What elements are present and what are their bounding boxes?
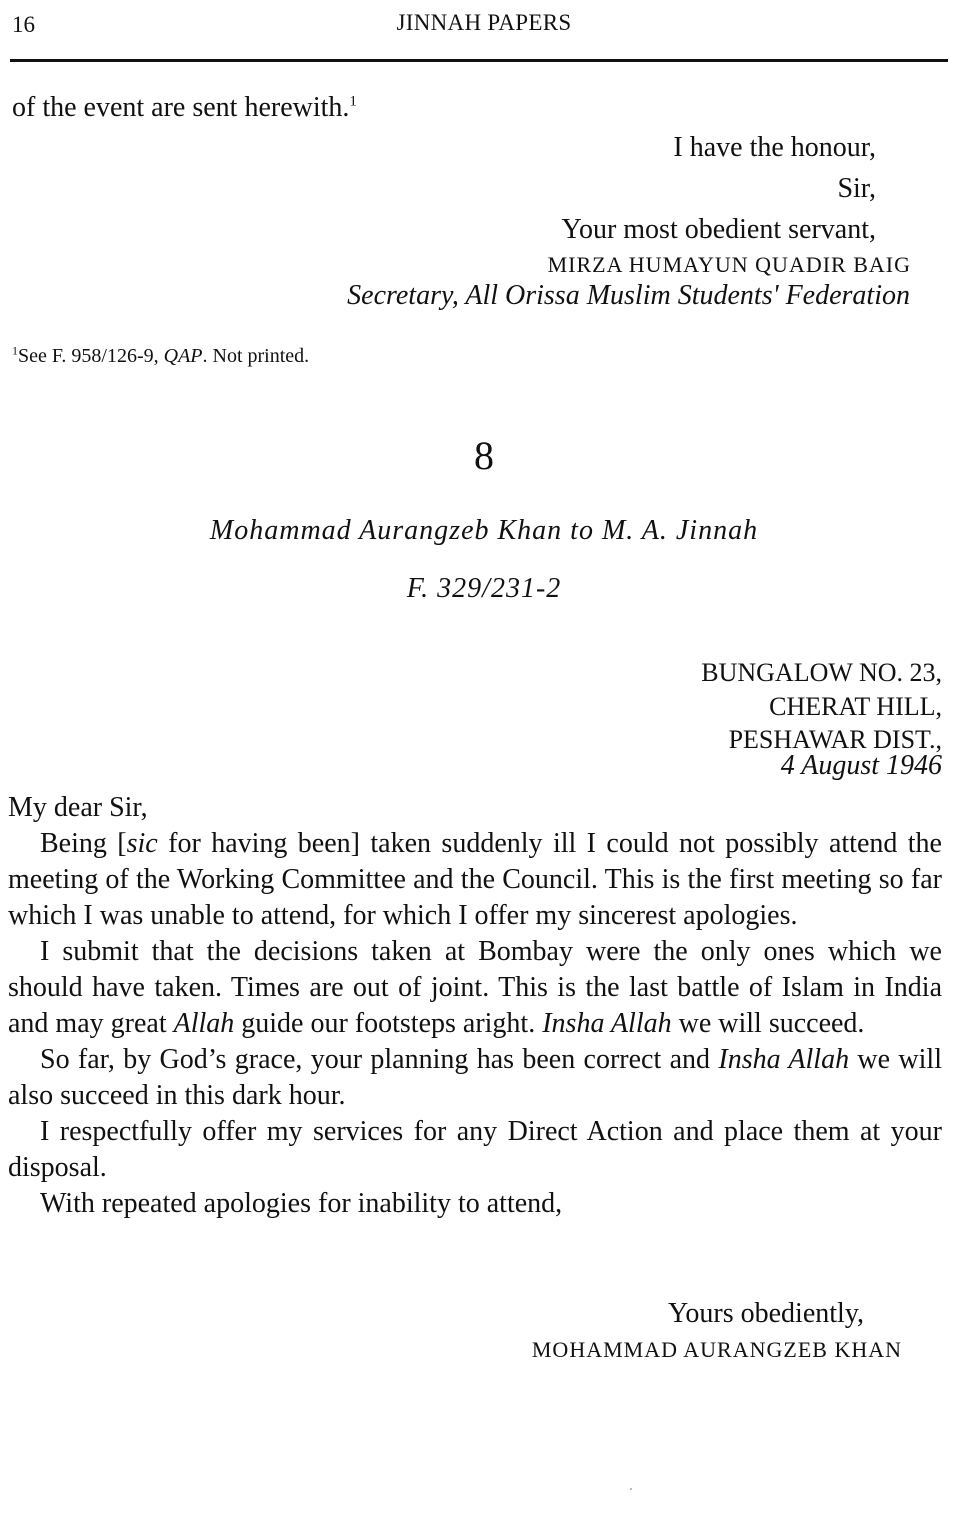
closing: Yours obediently, bbox=[667, 1298, 864, 1329]
page-number: 16 bbox=[12, 12, 35, 37]
paragraph-3: So far, by God’s grace, your planning has been correct and Insha Allah we will also succeed in this dark hour. bbox=[8, 1044, 942, 1111]
running-title: JINNAH PAPERS bbox=[396, 10, 572, 35]
address-line-2: CHERAT HILL, bbox=[769, 692, 942, 721]
closing-honour: I have the honour, bbox=[673, 132, 876, 163]
previous-signatory: MIRZA HUMAYUN QUADIR BAIG bbox=[547, 252, 911, 277]
letter-date: 4 August 1946 bbox=[780, 750, 942, 781]
paragraph-5: With repeated apologies for inability to attend, bbox=[40, 1188, 563, 1219]
paragraph-2: I submit that the decisions taken at Bombay were the only ones which we should have taken. Times are out of joint. This is the last battle of Islam in India and may great Allah guide our footsteps aright. Insha Allah we will succeed. bbox=[8, 936, 942, 1039]
footnote: $^1$See F. 958/126-9, QAP. Not printed. bbox=[12, 343, 310, 367]
previous-closing-line: of the event are sent herewith.$^1$ bbox=[12, 92, 357, 123]
greeting: My dear Sir, bbox=[8, 792, 148, 823]
signature: MOHAMMAD AURANGZEB KHAN bbox=[531, 1337, 902, 1362]
document-heading: Mohammad Aurangzeb Khan to M. A. Jinnah bbox=[209, 515, 759, 546]
address-line-1: BUNGALOW NO. 23, bbox=[701, 658, 942, 687]
previous-designation: Secretary, All Orissa Muslim Students' Federation bbox=[347, 280, 910, 311]
closing-servant: Your most obedient servant, bbox=[561, 214, 876, 245]
footnote-reference: 1 bbox=[349, 93, 357, 110]
address-line-3: PESHAWAR DIST., bbox=[728, 725, 942, 754]
header-rule bbox=[10, 59, 948, 62]
closing-sir: Sir, bbox=[837, 173, 876, 204]
paragraph-4: I respectfully offer my services for any Direct Action and place them at your disposal. bbox=[8, 1116, 942, 1183]
document-number: 8 bbox=[474, 433, 494, 478]
letter-body bbox=[8, 790, 942, 1222]
file-reference: F. 329/231-2 bbox=[406, 573, 562, 604]
scan-mark bbox=[630, 1488, 632, 1490]
paragraph-1: Being [sic for having been] taken suddenly ill I could not possibly attend the meeting of the Working Committee and the Council. This is the first meeting so far which I was unable to attend, for which I offer my sincerest apologies. bbox=[8, 828, 942, 931]
